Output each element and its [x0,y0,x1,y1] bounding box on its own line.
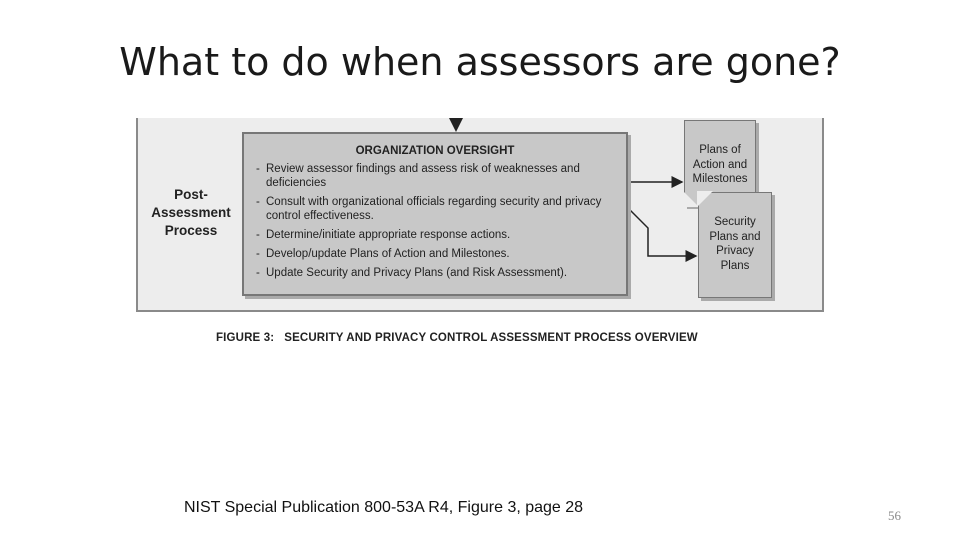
oversight-item-text: Review assessor findings and assess risk of weaknesses and deficiencies [266,163,580,189]
oversight-item-text: Consult with organizational officials regarding security and privacy control effectiveness. [266,196,602,222]
oversight-title: ORGANIZATION OVERSIGHT [355,145,515,157]
oversight-item: - Consult with organizational officials regarding security and privacy control effectiveness. [256,196,602,222]
slide-title: What to do when assessors are gone? [119,40,841,84]
figure-caption: FIGURE 3: SECURITY AND PRIVACY CONTROL ASSESSMENT PROCESS OVERVIEW [216,332,698,344]
oversight-list [244,162,626,280]
document-line: Plans [720,259,750,272]
page-fold-icon [697,191,713,207]
document-line: Privacy [716,245,754,257]
process-diagram [136,118,824,312]
document-line: Action and [692,158,748,171]
organization-oversight-box [242,132,628,296]
side-label-line: Assessment [151,205,231,220]
arrow-to-security-plans [630,210,696,256]
oversight-item-text: Develop/update Plans of Action and Milestones. [266,248,510,260]
document-line: Security [714,216,756,228]
page-number: 56 [888,508,901,523]
side-label-line: Process [164,223,218,238]
security-privacy-plans-document [698,192,772,298]
oversight-item: - Review assessor findings and assess risk of weaknesses and deficiencies [256,163,580,189]
document-line: Plans and [709,230,761,243]
source-citation: NIST Special Publication 800-53A R4, Figure 3, page 28 [184,499,584,516]
document-line: Milestones [692,173,748,185]
oversight-item: - Update Security and Privacy Plans (and Risk Assessment). [256,267,568,279]
page-fold-icon [683,191,699,207]
side-label-line: Post- [174,187,208,202]
oversight-item-text: Update Security and Privacy Plans (and Risk Assessment). [266,267,568,279]
oversight-item: - Develop/update Plans of Action and Milestones. [256,248,510,260]
oversight-item-text: Determine/initiate appropriate response actions. [266,229,511,241]
document-line: Plans of [699,144,741,156]
post-assessment-label [146,186,236,240]
oversight-item: - Determine/initiate appropriate response actions. [256,229,511,241]
